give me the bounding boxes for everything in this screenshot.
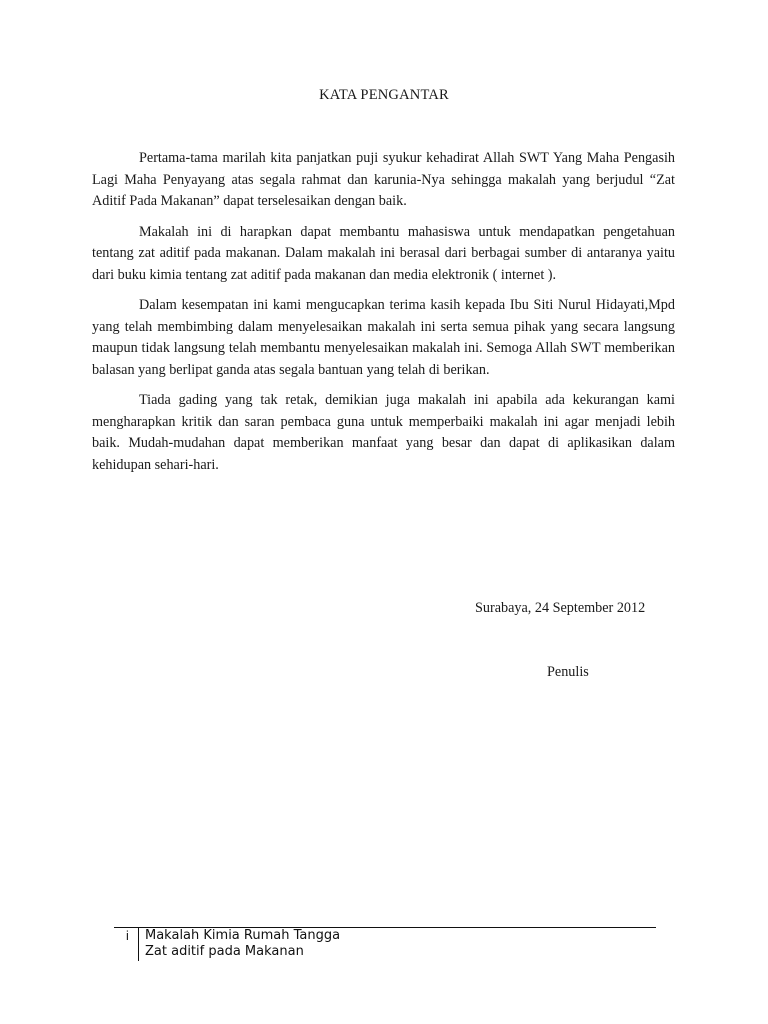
footer-text: [145, 928, 340, 960]
paragraph-2: Makalah ini di harapkan dapat membantu mahasiswa untuk mendapatkan pengetahuan tentang zat aditif pada makanan. Dalam makalah ini berasal dari berbagai sumber di antaranya yaitu dari buku kimia tentang zat aditif pada makanan dan media elektronik ( internet ).: [92, 223, 675, 283]
footer-line-1: Makalah Kimia Rumah Tangga: [145, 928, 341, 943]
paragraph-4: Tiada gading yang tak retak, demikian juga makalah ini apabila ada kekurangan kami mengharapkan kritik dan saran pembaca guna untuk memperbaiki makalah ini agar menjadi lebih baik. Mudah-mudahan dapat memberikan manfaat yang besar dan dapat di aplikasikan dalam kehidupan sehari-hari.: [92, 392, 675, 473]
author-signature-label: Penulis: [547, 664, 589, 680]
page-title: KATA PENGANTAR: [319, 87, 449, 103]
paragraph-1: Pertama-tama marilah kita panjatkan puji syukur kehadirat Allah SWT Yang Maha Pengasih Lagi Maha Penyayang atas segala rahmat dan karunia-Nya sehingga makalah yang berjudul “Zat Aditif Pada Makanan” dapat terselesaikan dengan baik.: [92, 150, 675, 209]
footer-page-number: i: [126, 929, 129, 943]
place-date: Surabaya, 24 September 2012: [475, 600, 646, 616]
body-text: [92, 148, 675, 485]
footer-vertical-divider: [138, 928, 139, 961]
paragraph-3: Dalam kesempatan ini kami mengucapkan terima kasih kepada Ibu Siti Nurul Hidayati,Mpd yang telah membimbing dalam menyelesaikan makalah ini serta semua pihak yang secara langsung maupun tidak langsung telah membantu menyelesaikan makalah ini. Semoga Allah SWT memberikan balasan yang berlipat ganda atas segala bantuan yang telah di berikan.: [92, 297, 675, 378]
footer-line-2: Zat aditif pada Makanan: [145, 944, 304, 959]
